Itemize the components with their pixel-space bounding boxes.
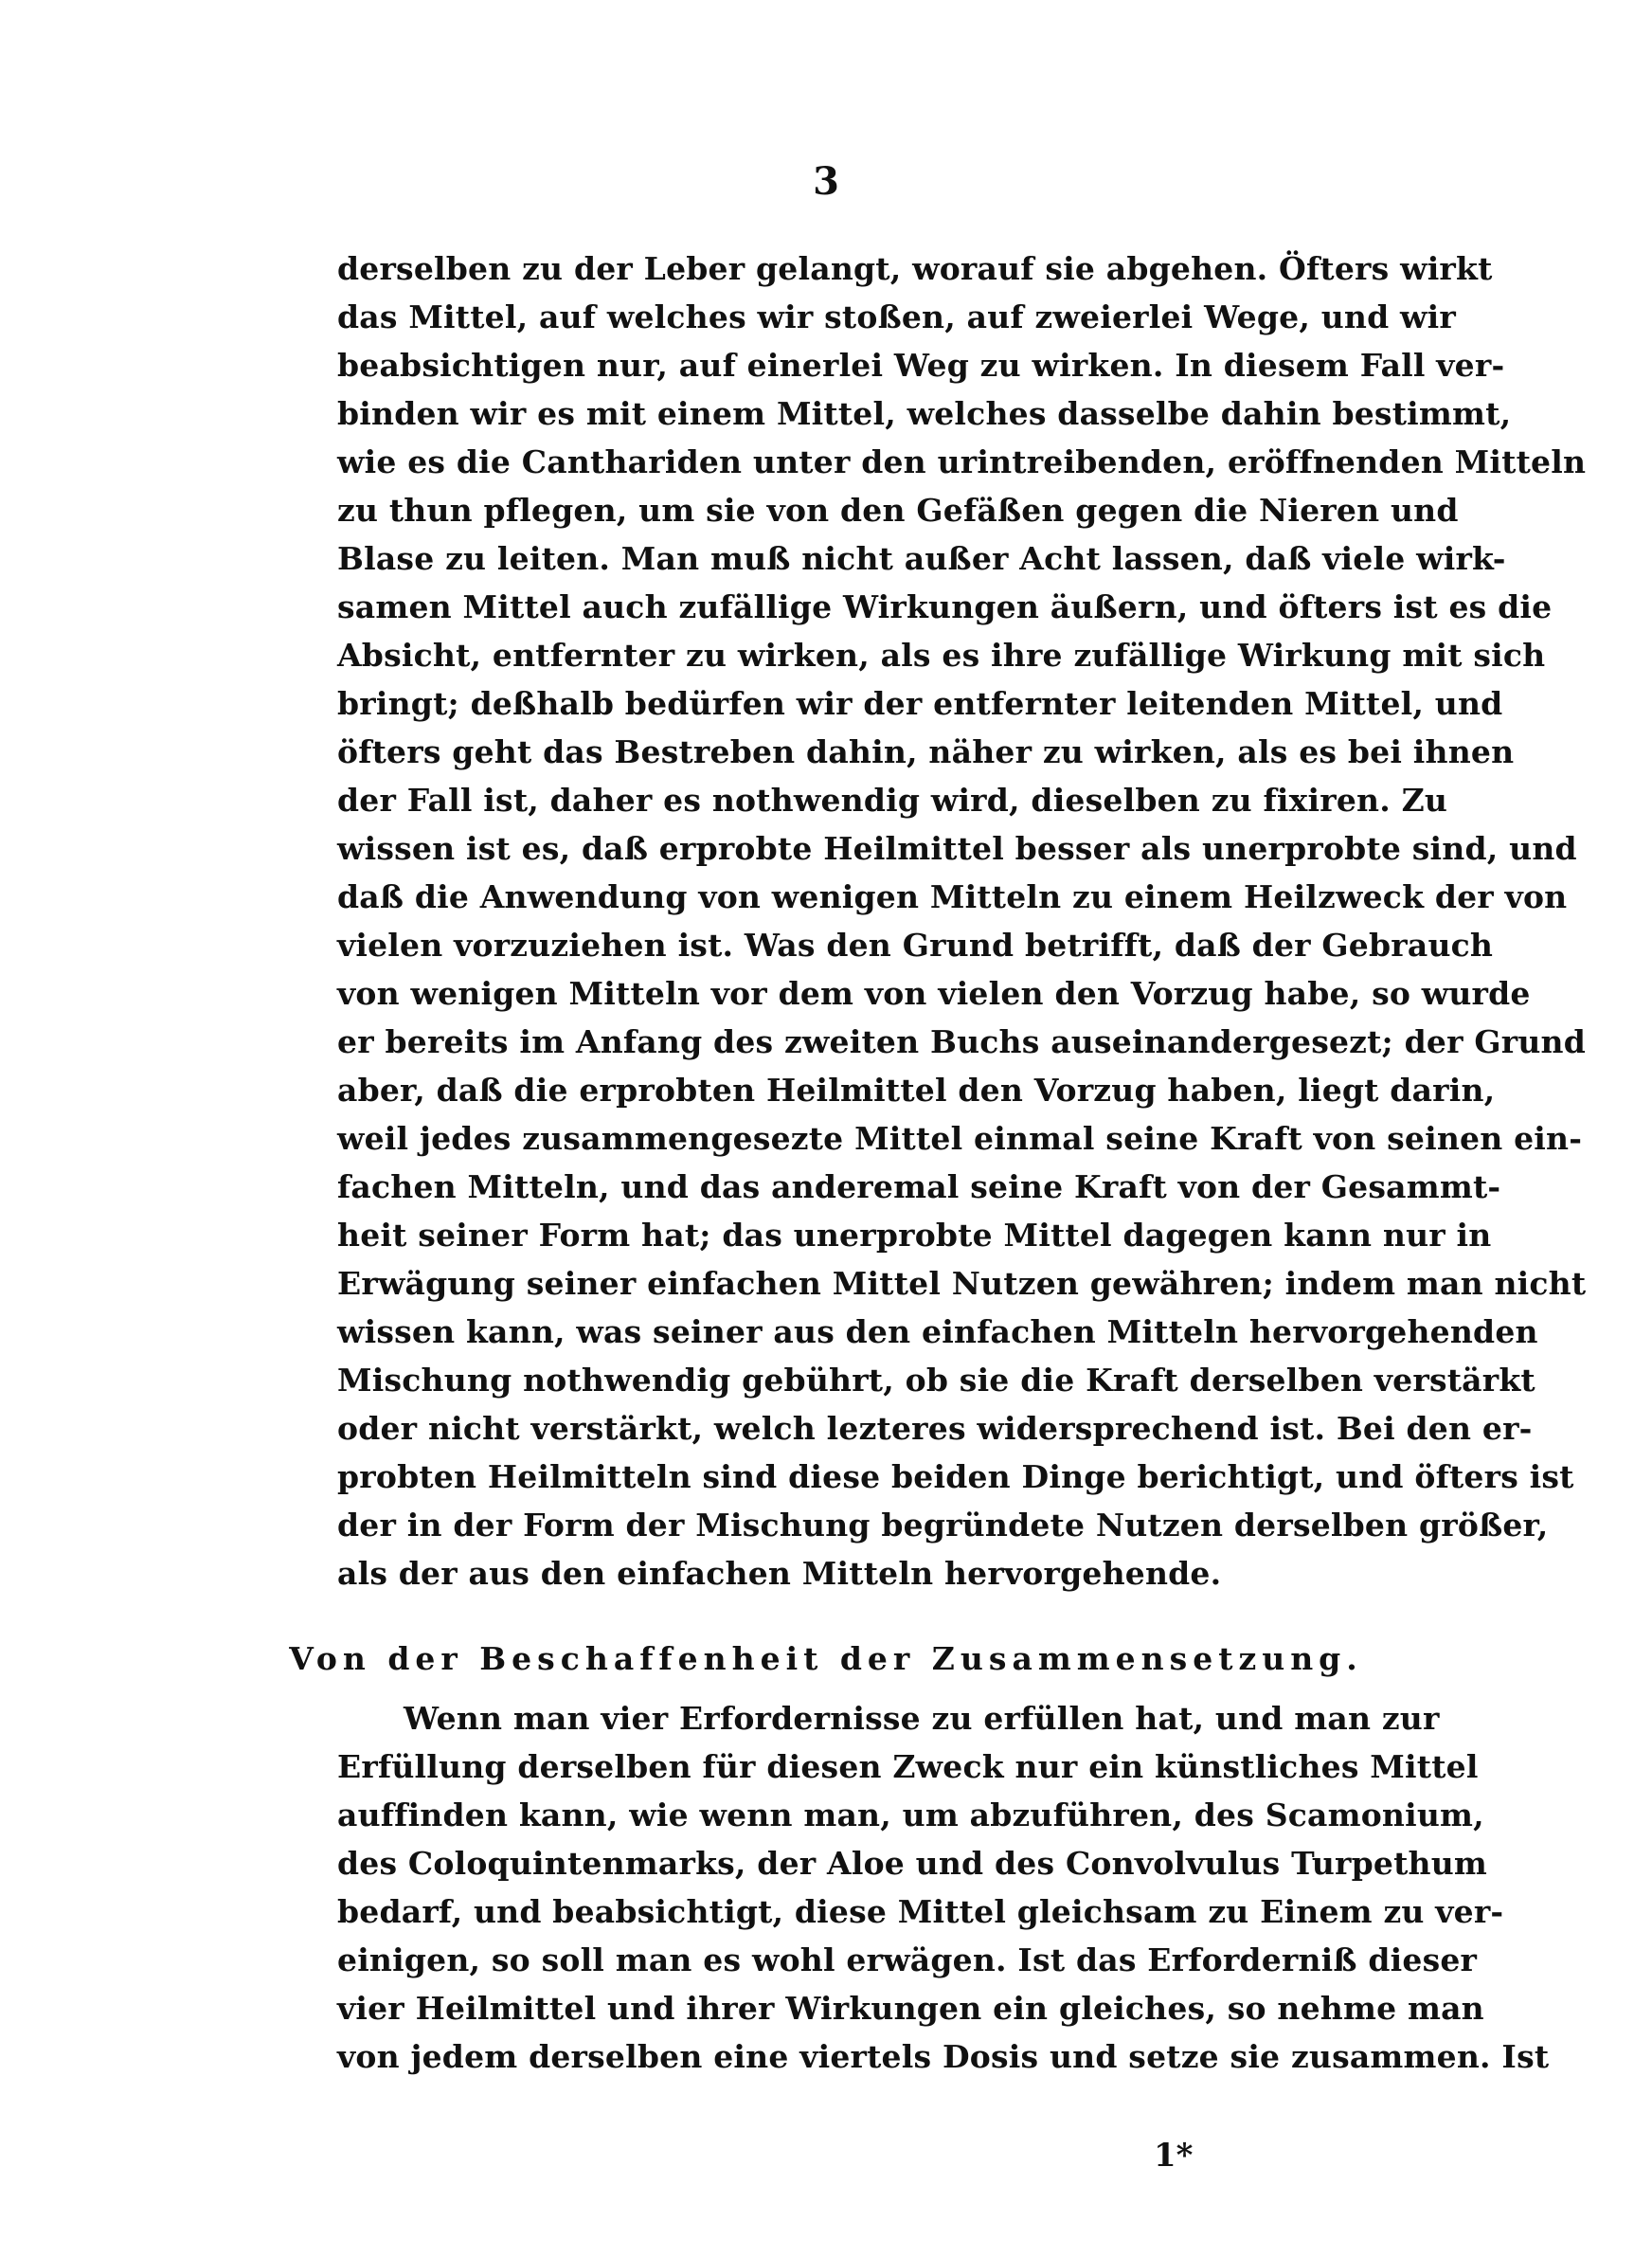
- paragraph-composition: [337, 1694, 1550, 2081]
- text-line: er bereits im Anfang des zweiten Buchs auseinandergesezt; der Grund: [337, 1023, 1586, 1060]
- text-line: der Fall ist, daher es nothwendig wird, dieselben zu fixiren. Zu: [337, 782, 1448, 819]
- text-line: vielen vorzuziehen ist. Was den Grund betrifft, daß der Gebrauch: [337, 927, 1494, 964]
- text-line: samen Mittel auch zufällige Wirkungen äußern, und öfters ist es die: [337, 588, 1553, 625]
- page-number: 3: [813, 159, 839, 204]
- text-line: wie es die Canthariden unter den urintreibenden, eröffnenden Mitteln: [337, 443, 1587, 480]
- signature-mark: 1*: [1154, 2137, 1194, 2175]
- text-line: das Mittel, auf welches wir stoßen, auf zweierlei Wege, und wir: [337, 298, 1456, 335]
- text-line: Absicht, entfernter zu wirken, als es ihre zufällige Wirkung mit sich: [337, 637, 1546, 674]
- text-line: Blase zu leiten. Man muß nicht außer Acht lassen, daß viele wirk-: [337, 540, 1506, 577]
- text-line: als der aus den einfachen Mitteln hervorgehende.: [337, 1555, 1222, 1592]
- text-line: Erwägung seiner einfachen Mittel Nutzen gewähren; indem man nicht: [337, 1265, 1587, 1302]
- text-line: auffinden kann, wie wenn man, um abzuführen, des Scamonium,: [337, 1797, 1484, 1833]
- text-line: daß die Anwendung von wenigen Mitteln zu einem Heilzweck der von: [337, 878, 1568, 915]
- text-line: Wenn man vier Erfordernisse zu erfüllen hat, und man zur: [404, 1700, 1440, 1737]
- text-line: probten Heilmitteln sind diese beiden Dinge berichtigt, und öfters ist: [337, 1458, 1574, 1495]
- section-heading: Von der Beschaffenheit der Zusammensetzung.: [289, 1640, 1363, 1677]
- text-line: wissen kann, was seiner aus den einfachen Mitteln hervorgehenden: [337, 1313, 1538, 1350]
- text-line: vier Heilmittel und ihrer Wirkungen ein gleiches, so nehme man: [337, 1990, 1484, 2027]
- text-line: binden wir es mit einem Mittel, welches dasselbe dahin bestimmt,: [337, 395, 1512, 432]
- text-line: derselben zu der Leber gelangt, worauf sie abgehen. Öfters wirkt: [337, 250, 1493, 287]
- text-line: der in der Form der Mischung begründete Nutzen derselben größer,: [337, 1507, 1549, 1544]
- text-line: des Coloquintenmarks, der Aloe und des Convolvulus Turpethum: [337, 1845, 1488, 1882]
- text-line: wissen ist es, daß erprobte Heilmittel besser als unerprobte sind, und: [337, 830, 1577, 867]
- text-line: beabsichtigen nur, auf einerlei Weg zu wirken. In diesem Fall ver-: [337, 347, 1505, 384]
- text-line: von jedem derselben eine viertels Dosis und setze sie zusammen. Ist: [337, 2038, 1550, 2075]
- text-line: bedarf, und beabsichtigt, diese Mittel gleichsam zu Einem zu ver-: [337, 1893, 1504, 1930]
- text-line: bringt; deßhalb bedürfen wir der entfernter leitenden Mittel, und: [337, 685, 1503, 722]
- text-line: Mischung nothwendig gebührt, ob sie die Kraft derselben verstärkt: [337, 1362, 1535, 1399]
- text-line: aber, daß die erprobten Heilmittel den Vorzug haben, liegt darin,: [337, 1072, 1496, 1109]
- text-line: von wenigen Mitteln vor dem von vielen den Vorzug habe, so wurde: [337, 975, 1531, 1012]
- text-line: heit seiner Form hat; das unerprobte Mittel dagegen kann nur in: [337, 1217, 1492, 1254]
- text-line: oder nicht verstärkt, welch lezteres widersprechend ist. Bei den er-: [337, 1410, 1533, 1447]
- text-line: weil jedes zusammengesezte Mittel einmal seine Kraft von seinen ein-: [337, 1120, 1583, 1157]
- text-line: fachen Mitteln, und das anderemal seine Kraft von der Gesammt-: [337, 1168, 1501, 1205]
- paragraph-main: [337, 244, 1587, 1598]
- text-line: einigen, so soll man es wohl erwägen. Ist das Erforderniß dieser: [337, 1941, 1478, 1978]
- text-line: öfters geht das Bestreben dahin, näher zu wirken, als es bei ihnen: [337, 733, 1515, 770]
- text-line: Erfüllung derselben für diesen Zweck nur ein künstliches Mittel: [337, 1748, 1479, 1785]
- text-line: zu thun pflegen, um sie von den Gefäßen gegen die Nieren und: [337, 492, 1459, 529]
